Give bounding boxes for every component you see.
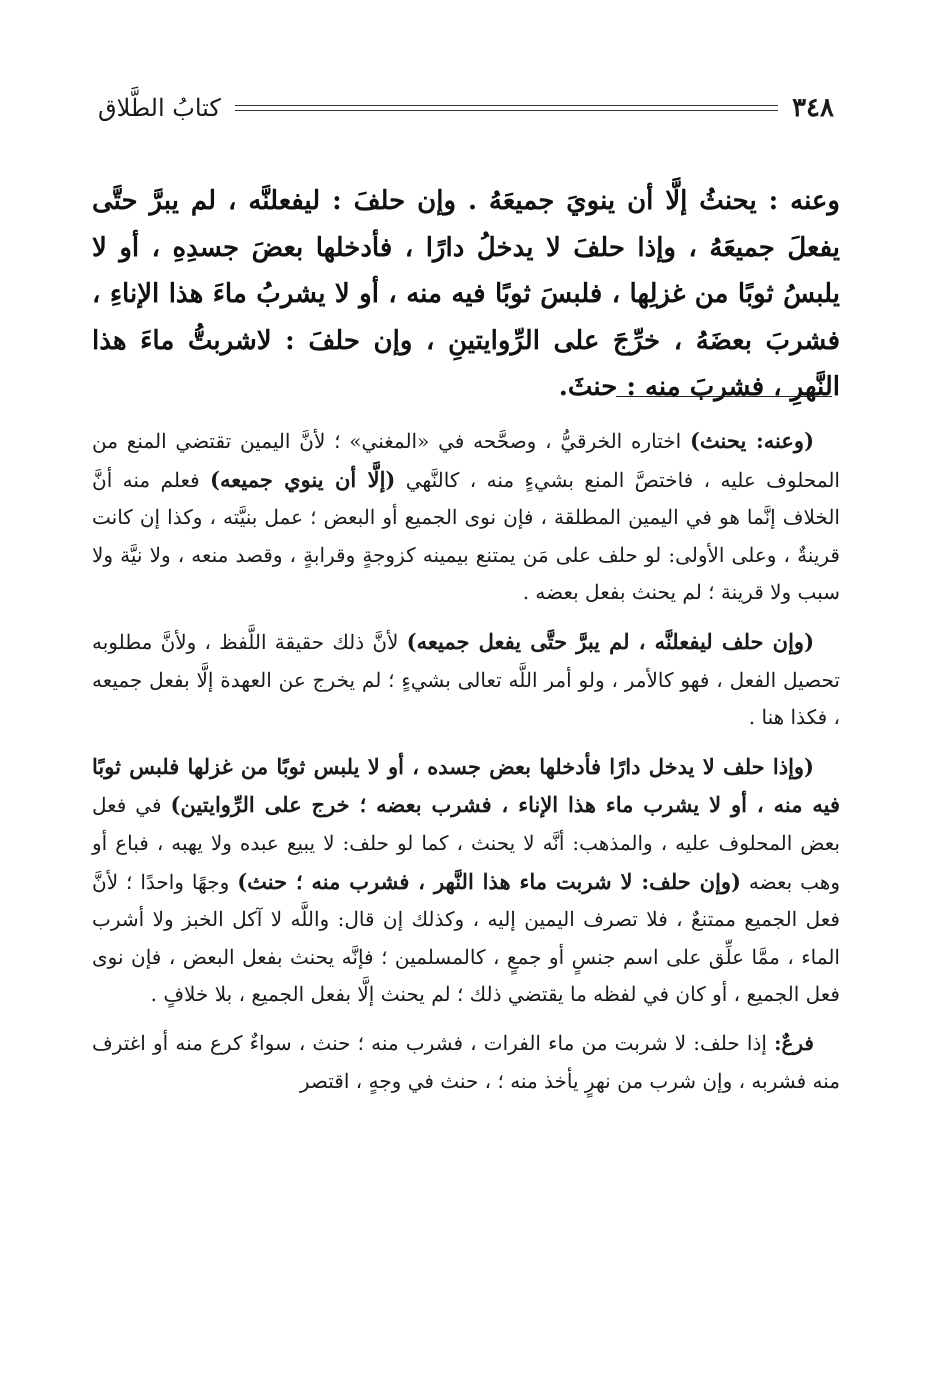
running-header — [98, 88, 834, 128]
commentary — [92, 422, 840, 1111]
far-label: فرعٌ: — [774, 1030, 814, 1055]
commentary-text: لأنَّ ذلك حقيقة اللَّفظ ، ولأنَّ مطلوبه تحصيل الفعل ، فهو كالأمر ، ولو أمر اللَّه تعالى بشيءٍ ؛ لم يخرج عن العهدة إلَّا بفعل جميعه ، فكذا هنا . — [92, 629, 840, 730]
commentary-text: في فعل بعض المحلوف عليه ، والمذهب: أنَّه لا يحنث ، كما لو حلف: لا يبيع عبده ولا يهبه ، فباع أو وهب بعضه — [92, 793, 841, 894]
commentary-text: وجهًا واحدًا ؛ لأنَّ فعل الجميع ممتنعٌ ، فلا تصرف اليمين إليه ، وكذلك إن قال: واللَّه لا آكل الخبز ولا أشرب الماء ، ممَّا علِّق على اسم جنسٍ أو جمعٍ ، كالمسلمين ؛ فإنَّه يحنث بفعل البعض ، فإن نوى فعل الجميع ، أو كان في لفظه ما يقتضي ذلك ؛ لم يحنث إلَّا بفعل الجميع ، بلا خلافٍ . — [92, 869, 840, 1007]
book-title: كتابُ الطَّلاق — [98, 94, 221, 122]
commentary-paragraph-2 — [92, 623, 840, 737]
quoted-matn: (وإن حلف: لا شربت ماء هذا النَّهر ، فشرب منه ؛ حنث) — [237, 868, 741, 894]
commentary-text: فعلم منه أنَّ الخلاف إنَّما هو في اليمين المطلقة ، فإن نوى الجميع أو البعض ؛ عمل بنيَّته ، وكذا إن كانت قرينةٌ ، وعلى الأولى: لو حلف على مَن يمتنع بيمينه كزوجةٍ وقرابةٍ ، وقصد منعه ، ولا نيَّة ولا سبب ولا قرينة ؛ لم يحنث بفعل بعضه . — [92, 467, 840, 605]
quoted-matn: (وإن حلف ليفعلنَّه ، لم يبرَّ حتَّى يفعل جميعه) — [406, 628, 814, 654]
quoted-matn: (وإذا حلف لا يدخل دارًا فأدخلها بعض جسده ، أو لا يلبس ثوبًا من غزلها فلبس ثوبًا فيه منه ، أو لا يشرب ماء هذا الإناء ، فشرب بعضه ؛ خرج على الرِّوايتين) — [92, 753, 840, 818]
matn-text: وعنه : يحنثُ إلَّا أن ينويَ جميعَهُ . وإن حلفَ : ليفعلنَّه ، لم يبرَّ حتَّى يفعلَ جميعَهُ ، وإذا حلفَ لا يدخلُ دارًا ، فأدخلها بعضَ جسدِهِ ، أو لا يلبسُ ثوبًا من غزلِها ، فلبسَ ثوبًا فيه منه ، أو لا يشربُ ماءَ هذا الإناءِ ، فشربَ بعضَهُ ، خرِّجَ على الرِّوايتينِ ، وإن حلفَ : لاشربتُّ ماءَ هذا النَّهرِ ، فشربَ منه : حنثَ. — [92, 186, 840, 402]
quoted-matn: (وعنه: يحنث) — [690, 428, 814, 453]
header-rule — [235, 105, 778, 111]
commentary-text: اختاره الخرقيُّ ، وصحَّحه في «المغني» ؛ لأنَّ اليمين تقتضي المنع من المحلوف عليه ، فاختصَّ المنع بشيءٍ منه ، كالنَّهي — [92, 429, 840, 492]
commentary-paragraph-3 — [92, 748, 840, 1014]
matn-separator-rule — [616, 396, 832, 397]
quoted-matn: (إلَّا أن ينوي جميعه) — [210, 466, 396, 492]
page-number: ٣٤٨ — [792, 93, 834, 123]
commentary-text: إذا حلف: لا شربت من ماء الفرات ، فشرب منه ؛ حنث ، سواءٌ كرع منه أو اغترف منه فشربه ، وإن شرب من نهرٍ يأخذ منه ؛ ، حنث في وجهٍ ، اقتصر — [92, 1030, 840, 1093]
commentary-paragraph-4 — [92, 1025, 840, 1100]
commentary-paragraph-1 — [92, 422, 840, 612]
